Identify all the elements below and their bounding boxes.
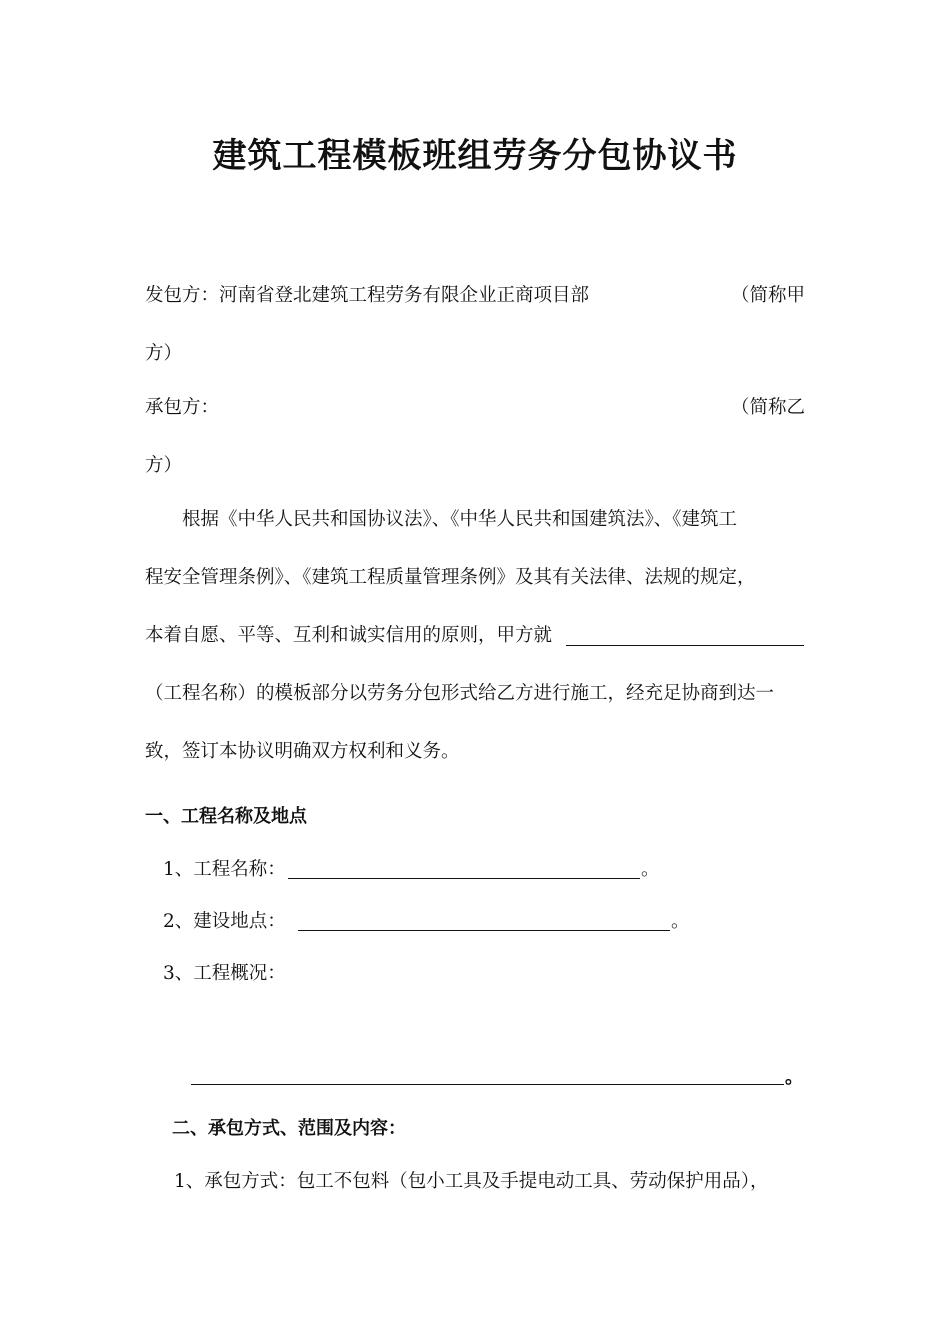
s1-item-1-label: 1、工程名称：	[163, 859, 286, 880]
s1-item-2-label: 2、建设地点：	[163, 911, 286, 932]
intro-line-2: 程安全管理条例》、《建筑工程质量管理条例》及其有关法律、法规的规定，	[145, 567, 756, 588]
s1-item-2-end: 。	[671, 911, 690, 932]
intro-line-1: 根据《中华人民共和国协议法》、《中华人民共和国建筑法》、《建筑工	[182, 509, 738, 530]
party-a-line	[145, 284, 589, 308]
intro-line-5: 致，签订本协议明确双方权利和义务。	[145, 741, 460, 762]
s1-item-3-label: 3、工程概况：	[163, 963, 286, 984]
s1-item-2-blank[interactable]	[298, 910, 670, 931]
s1-item-1-end: 。	[641, 859, 660, 880]
party-a-abbrev-end: 方）	[145, 343, 183, 364]
party-a-name: 河南省登北建筑工程劳务有限企业正商项目部	[219, 285, 590, 306]
party-a-abbrev: （简称甲	[731, 285, 806, 306]
s1-item-3-end: 。	[785, 1067, 804, 1088]
party-a-label: 发包方：	[145, 285, 220, 306]
party-b-abbrev: （简称乙	[731, 397, 806, 418]
intro-line-4: （工程名称）的模板部分以劳务分包形式给乙方进行施工，经充足协商到达一	[145, 683, 775, 704]
party-b-label: 承包方：	[145, 397, 220, 418]
document-title: 建筑工程模板班组劳务分包协议书	[212, 136, 738, 176]
s1-item-3-blank[interactable]	[191, 1064, 784, 1085]
project-name-blank[interactable]	[566, 624, 804, 646]
section-1-heading: 一、工程名称及地点	[145, 806, 307, 827]
s2-item-1: 1、承包方式：包工不包料（包小工具及手提电动工具、劳动保护用品），	[174, 1171, 769, 1192]
party-b-abbrev-end: 方）	[145, 455, 183, 476]
intro-line-3	[145, 624, 552, 648]
intro-line-3-text: 本着自愿、平等、互利和诚实信用的原则，甲方就	[145, 625, 553, 646]
section-2-heading: 二、承包方式、范围及内容：	[172, 1118, 406, 1139]
s1-item-1-blank[interactable]	[288, 858, 640, 879]
